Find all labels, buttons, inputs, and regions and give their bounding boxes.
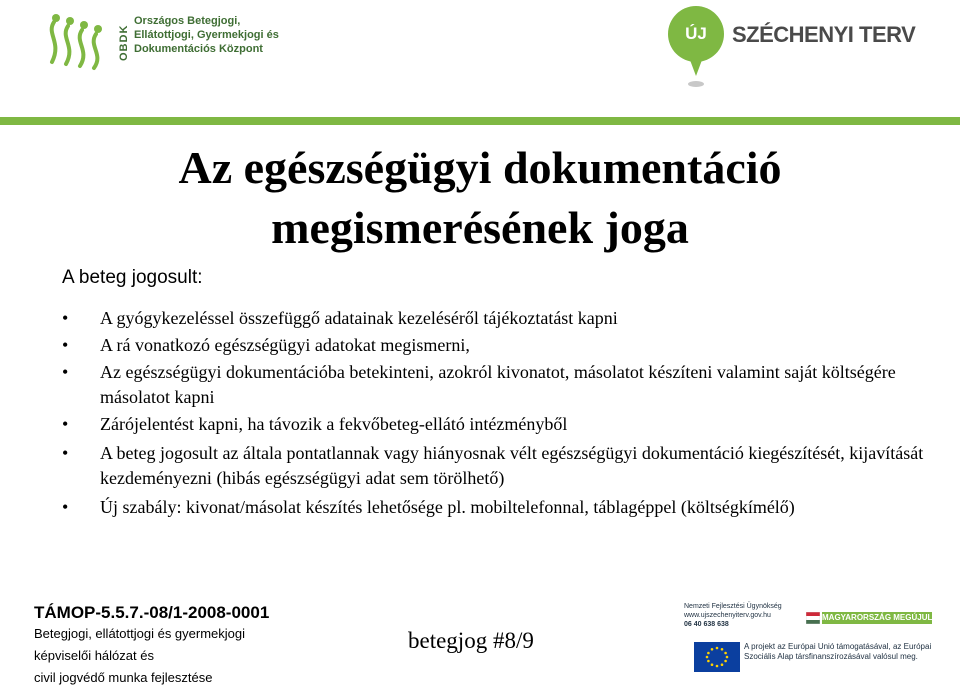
rights-list bbox=[62, 306, 942, 522]
obdk-name bbox=[134, 14, 279, 56]
eu-flag-icon bbox=[694, 642, 740, 672]
eu-funding-line: Szociális Alap társfinanszírozásával valósul meg. bbox=[744, 652, 918, 661]
slide-title-line: megismerésének joga bbox=[271, 202, 689, 253]
nfu-agency-line: www.ujszechenyiterv.gov.hu bbox=[684, 612, 771, 619]
list-item-text: Zárójelentést kapni, ha távozik a fekvőbeteg-ellátó intézményből bbox=[100, 414, 568, 434]
bullet-icon: • bbox=[62, 362, 69, 382]
bullet-icon: • bbox=[62, 308, 69, 328]
eu-funding-line: A projekt az Európai Unió támogatásával, az Európai bbox=[744, 642, 932, 651]
obdk-name-line: Dokumentációs Központ bbox=[134, 43, 263, 55]
slide-number: betegjog #8/9 bbox=[408, 628, 534, 653]
list-item bbox=[62, 412, 942, 437]
project-description-line: civil jogvédő munka fejlesztése bbox=[34, 670, 213, 685]
hungarian-flag-icon bbox=[806, 612, 820, 624]
footer-project-info bbox=[34, 603, 269, 689]
szechenyi-uj-label: ÚJ bbox=[685, 24, 707, 43]
list-item bbox=[62, 360, 942, 410]
eu-funding-statement bbox=[744, 642, 931, 662]
bullet-icon: • bbox=[62, 335, 69, 355]
project-description-line: képviselői hálózat és bbox=[34, 648, 154, 663]
list-item bbox=[62, 333, 942, 358]
obdk-logo bbox=[44, 10, 284, 76]
list-item bbox=[62, 495, 942, 520]
list-item-text: A rá vonatkozó egészségügyi adatokat megismerni, bbox=[100, 335, 470, 355]
szechenyi-pin-icon bbox=[664, 4, 728, 88]
list-item-text: Új szabály: kivonat/másolat készítés lehetősége pl. mobiltelefonnal, táblagéppel (költségkímélő) bbox=[100, 497, 795, 517]
list-item-text: Az egészségügyi dokumentációba betekinteni, azokról kivonatot, másolatot készíteni valamint saját költségére másolatot kapni bbox=[100, 362, 896, 407]
obdk-figures-icon bbox=[44, 12, 114, 72]
nfu-agency-line: Nemzeti Fejlesztési Ügynökség bbox=[684, 603, 782, 610]
list-item-text: A gyógykezeléssel összefüggő adatainak kezeléséről tájékoztatást kapni bbox=[100, 308, 618, 328]
slide-title bbox=[90, 138, 870, 258]
header-divider bbox=[0, 117, 960, 125]
obdk-name-line: Országos Betegjogi, bbox=[134, 15, 241, 27]
obdk-abbreviation: OBDK bbox=[118, 24, 130, 62]
slide-title-line: Az egészségügyi dokumentáció bbox=[178, 142, 782, 193]
bullet-icon: • bbox=[62, 414, 69, 434]
nfu-agency-line: 06 40 638 638 bbox=[684, 621, 729, 628]
list-item bbox=[62, 306, 942, 331]
list-item-text: A beteg jogosult az általa pontatlannak vagy hiányosnak vélt egészségügyi dokumentáció kiegészítését, kijavítását kezdeményezni (hibás egészségügyi adat sem törölhető) bbox=[100, 443, 924, 488]
bullet-icon: • bbox=[62, 497, 69, 517]
nfu-agency bbox=[684, 602, 782, 629]
hungary-renewal-banner: MAGYARORSZÁG MEGÚJUL bbox=[822, 613, 933, 622]
szechenyi-name: SZÉCHENYI TERV bbox=[732, 22, 916, 47]
project-code: TÁMOP-5.5.7.-08/1-2008-0001 bbox=[34, 603, 270, 622]
list-item bbox=[62, 441, 942, 491]
szechenyi-terv-logo bbox=[664, 4, 944, 88]
intro-text: A beteg jogosult: bbox=[62, 267, 203, 288]
project-description-line: Betegjogi, ellátottjogi és gyermekjogi bbox=[34, 626, 246, 641]
eu-funding-banner bbox=[680, 600, 936, 680]
bullet-icon: • bbox=[62, 443, 69, 463]
obdk-name-line: Ellátottjogi, Gyermekjogi és bbox=[134, 29, 279, 41]
